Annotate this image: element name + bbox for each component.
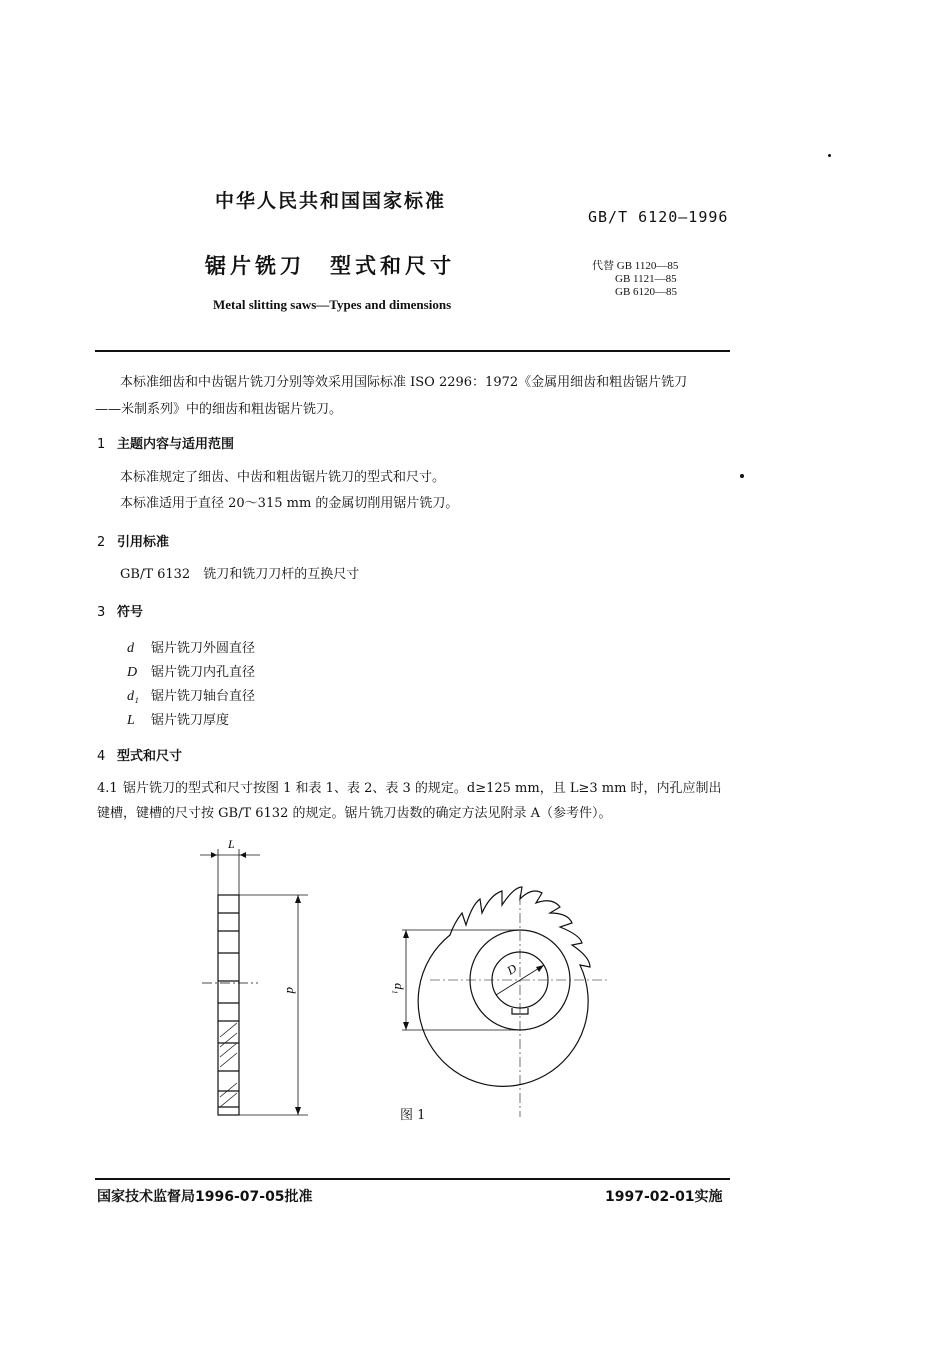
symbol-desc: 锯片铣刀内孔直径: [151, 665, 256, 680]
section-title: 引用标准: [117, 535, 170, 550]
figure-1-drawing: [180, 835, 630, 1125]
english-title: Metal slitting saws—Types and dimensions: [213, 297, 452, 312]
section-3-heading: [97, 601, 143, 620]
symbol-row: [127, 661, 255, 685]
clause-text: 锯片铣刀的型式和尺寸按图 1 和表 1、表 2、表 3 的规定。d≥125 mm，且 L≥3 mm 时，内孔应制出: [123, 781, 722, 796]
standard-number: GB/T 6120—1996: [588, 208, 729, 226]
label-L: L: [228, 837, 235, 851]
replaces-item: GB 1121—85: [615, 273, 677, 285]
section-title: 主题内容与适用范围: [117, 437, 235, 452]
intro-line-2: ——米制系列》中的细齿和粗齿锯片铣刀。: [95, 402, 343, 417]
footer-divider: [95, 1178, 730, 1180]
section-4-heading: [97, 745, 182, 764]
org-title: 中华人民共和国国家标准: [215, 190, 447, 212]
clause-4-1-line-2: 键槽，键槽的尺寸按 GB/T 6132 的规定。锯片铣刀齿数的确定方法见附录 A（参考件）。: [97, 806, 612, 821]
section-1-heading: [97, 433, 234, 452]
header-divider: [95, 350, 730, 352]
symbol-desc: 锯片铣刀外圆直径: [151, 641, 256, 656]
section-number: 3: [97, 605, 106, 620]
section-title: 型式和尺寸: [117, 749, 183, 764]
saw-side-view: [200, 849, 308, 1115]
replaces-item: GB 6120—85: [615, 286, 678, 298]
clause-4-1-line-1: [97, 777, 722, 801]
symbol-row: [127, 685, 255, 709]
symbol: d₁: [127, 689, 139, 704]
saw-front-view: [402, 887, 610, 1117]
approval-date: [97, 1186, 313, 1206]
symbol-desc: 锯片铣刀厚度: [151, 713, 230, 728]
symbol-desc: 锯片铣刀轴台直径: [151, 689, 256, 704]
scan-dot: [828, 154, 831, 157]
replaces-label: 代替: [592, 260, 614, 272]
section-number: 4: [97, 749, 106, 764]
section-1-para-2: 本标准适用于直径 20～315 mm 的金属切削用锯片铣刀。: [120, 496, 459, 511]
label-D: D: [504, 961, 520, 978]
symbol-row: [127, 709, 255, 733]
label-d: d: [284, 987, 299, 994]
reference-standard: GB/T 6132 铣刀和铣刀刀杆的互换尺寸: [120, 567, 360, 582]
page-title: 锯片铣刀 型式和尺寸: [205, 254, 455, 278]
symbol-list: [127, 637, 255, 733]
figure-caption: 图 1: [400, 1108, 426, 1123]
intro-line-1: 本标准细齿和中齿锯片铣刀分别等效采用国际标准 ISO 2296：1972《金属用细齿和粗齿锯片铣刀: [120, 375, 688, 390]
section-title: 符号: [117, 605, 144, 620]
section-number: 2: [97, 535, 106, 550]
section-number: 1: [97, 437, 106, 452]
clause-number: 4.1: [97, 781, 118, 796]
approval-text: 国家技术监督局1996-07-05批准: [97, 1189, 313, 1205]
section-1-para-1: 本标准规定了细齿、中齿和粗齿锯片铣刀的型式和尺寸。: [120, 470, 446, 485]
scan-dot: [740, 474, 744, 478]
symbol: D: [127, 665, 138, 680]
symbol: d: [127, 641, 134, 656]
replaces-item: GB 1120—85: [616, 260, 679, 272]
replaces-block: [592, 260, 678, 299]
label-d1: d₁: [392, 983, 407, 995]
effective-text: 1997-02-01实施: [605, 1189, 723, 1205]
symbol-row: [127, 637, 255, 661]
section-2-heading: [97, 531, 169, 550]
effective-date: [605, 1186, 723, 1206]
symbol: L: [127, 713, 135, 728]
